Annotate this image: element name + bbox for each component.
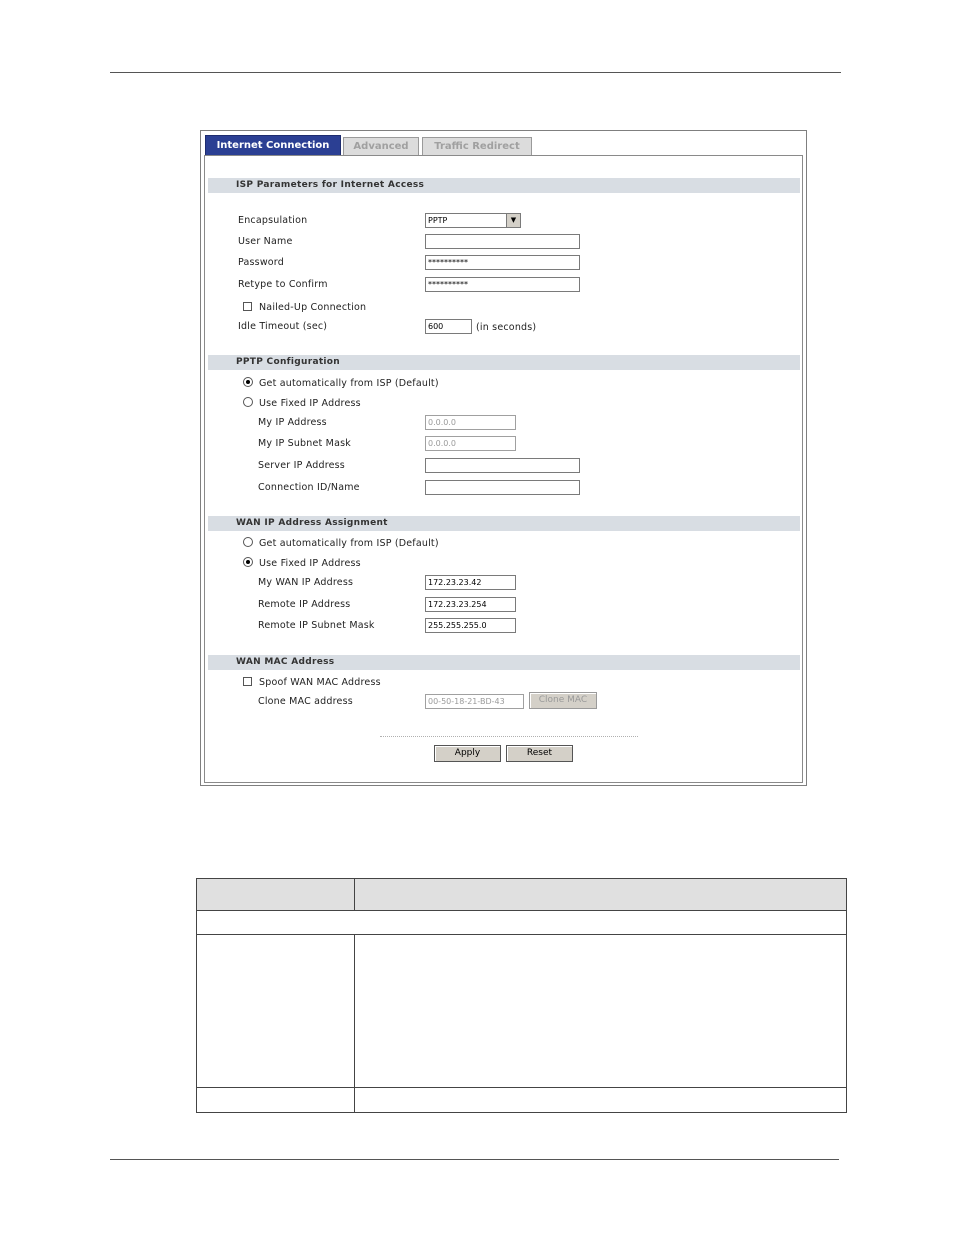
spoof-mac-label: Spoof WAN MAC Address	[259, 677, 381, 688]
connection-id-label: Connection ID/Name	[258, 482, 360, 493]
tab-advanced[interactable]: Advanced	[343, 137, 419, 155]
divider	[380, 736, 638, 737]
table-cell	[355, 1088, 847, 1113]
my-ip-input[interactable]: 0.0.0.0	[425, 415, 516, 430]
table-cell	[197, 935, 355, 1088]
encapsulation-value: PPTP	[428, 216, 448, 225]
spoof-mac-checkbox[interactable]	[243, 677, 252, 686]
table-row	[197, 935, 847, 1088]
wan-ip-section-header: WAN IP Address Assignment	[208, 516, 800, 531]
table-header-cell	[197, 879, 355, 911]
idle-timeout-unit: (in seconds)	[476, 322, 537, 333]
idle-timeout-input[interactable]: 600	[425, 319, 472, 334]
nailed-up-checkbox[interactable]	[243, 302, 252, 311]
table-cell	[197, 1088, 355, 1113]
tab-content	[204, 155, 803, 783]
pptp-fixed-label: Use Fixed IP Address	[259, 398, 361, 409]
encapsulation-label: Encapsulation	[238, 215, 308, 226]
password-input[interactable]: **********	[425, 255, 580, 270]
user-name-input[interactable]	[425, 234, 580, 249]
pptp-fixed-radio[interactable]	[243, 397, 253, 407]
pptp-auto-label: Get automatically from ISP (Default)	[259, 378, 439, 389]
tab-internet-connection[interactable]: Internet Connection	[205, 135, 341, 155]
config-window	[200, 130, 807, 786]
remote-ip-input[interactable]: 172.23.23.254	[425, 597, 516, 612]
header-rule	[110, 72, 841, 73]
table-cell	[197, 911, 847, 935]
reset-button[interactable]: Reset	[506, 745, 573, 762]
user-name-label: User Name	[238, 236, 293, 247]
chevron-down-icon[interactable]: ▼	[506, 214, 520, 227]
my-wan-ip-label: My WAN IP Address	[258, 577, 354, 588]
remote-ip-label: Remote IP Address	[258, 599, 351, 610]
footer-rule	[110, 1159, 839, 1160]
nailed-up-label: Nailed-Up Connection	[259, 302, 367, 313]
clone-mac-button[interactable]: Clone MAC	[529, 692, 597, 709]
table-row	[197, 879, 847, 911]
table-row	[197, 1088, 847, 1113]
clone-mac-input[interactable]: 00-50-18-21-BD-43	[425, 694, 524, 709]
my-subnet-input[interactable]: 0.0.0.0	[425, 436, 516, 451]
remote-mask-label: Remote IP Subnet Mask	[258, 620, 375, 631]
description-table	[196, 878, 847, 1113]
wan-fixed-radio[interactable]	[243, 557, 253, 567]
table-header-cell	[355, 879, 847, 911]
connection-id-input[interactable]	[425, 480, 580, 495]
apply-button[interactable]: Apply	[434, 745, 501, 762]
tab-traffic-redirect[interactable]: Traffic Redirect	[422, 137, 532, 155]
remote-mask-input[interactable]: 255.255.255.0	[425, 618, 516, 633]
isp-section-header: ISP Parameters for Internet Access	[208, 178, 800, 193]
server-ip-label: Server IP Address	[258, 460, 345, 471]
wan-auto-label: Get automatically from ISP (Default)	[259, 538, 439, 549]
my-wan-ip-input[interactable]: 172.23.23.42	[425, 575, 516, 590]
table-row	[197, 911, 847, 935]
encapsulation-select[interactable]	[425, 213, 521, 228]
wan-auto-radio[interactable]	[243, 537, 253, 547]
wan-fixed-label: Use Fixed IP Address	[259, 558, 361, 569]
pptp-auto-radio[interactable]	[243, 377, 253, 387]
table-cell	[355, 935, 847, 1088]
retype-label: Retype to Confirm	[238, 279, 328, 290]
clone-mac-label: Clone MAC address	[258, 696, 353, 707]
wan-mac-section-header: WAN MAC Address	[208, 655, 800, 670]
retype-input[interactable]: **********	[425, 277, 580, 292]
pptp-section-header: PPTP Configuration	[208, 355, 800, 370]
password-label: Password	[238, 257, 284, 268]
idle-timeout-label: Idle Timeout (sec)	[238, 321, 328, 332]
server-ip-input[interactable]	[425, 458, 580, 473]
my-ip-label: My IP Address	[258, 417, 327, 428]
my-subnet-label: My IP Subnet Mask	[258, 438, 351, 449]
